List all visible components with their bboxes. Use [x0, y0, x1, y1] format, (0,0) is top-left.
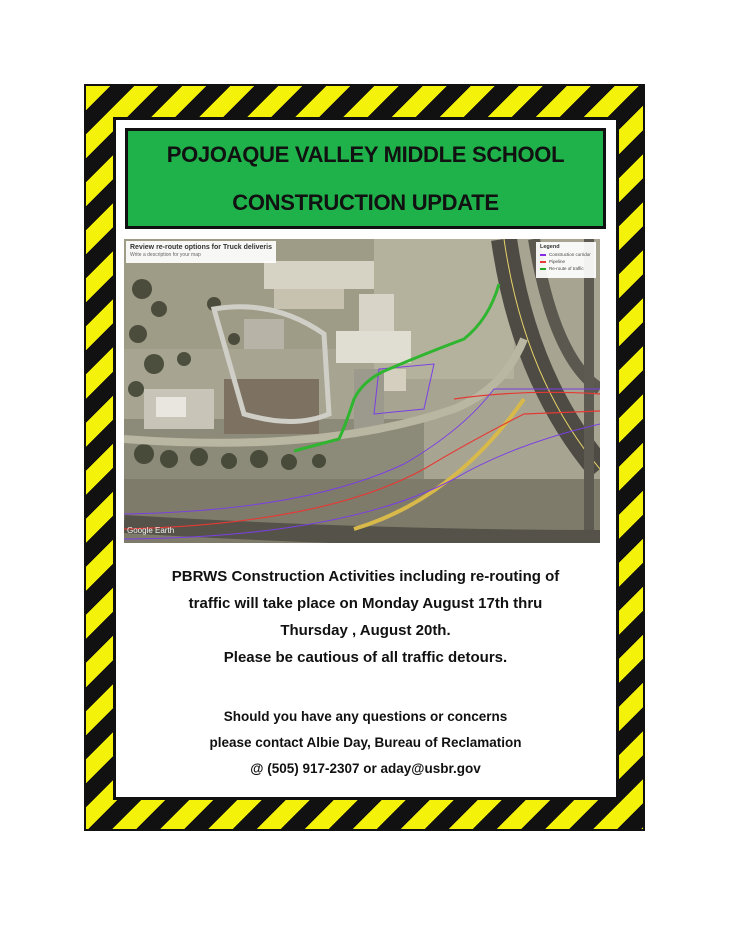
announcement-line-3: Thursday , August 20th. — [280, 622, 451, 639]
map-caption — [126, 241, 276, 263]
contact-block — [125, 704, 606, 782]
map-legend — [536, 242, 596, 278]
legend-label: Pipeline — [549, 259, 566, 264]
legend-swatch-purple-icon — [540, 254, 546, 256]
legend-item-reroute — [540, 265, 592, 272]
legend-item-pipeline — [540, 258, 592, 265]
site-map-image — [124, 239, 600, 543]
legend-label: Re-route of traffic — [549, 266, 584, 271]
announcement-line-4: Please be cautious of all traffic detours. — [223, 649, 508, 666]
map-caption-subtitle: Write a description for your map — [130, 252, 201, 258]
announcement-line-1: PBRWS Construction Activities including re-routing of — [171, 568, 560, 585]
title-banner — [125, 128, 606, 229]
announcement-block — [125, 563, 606, 671]
map-caption-title: Review re-route options for Truck deliveris — [130, 244, 272, 251]
contact-line-3: @ (505) 917-2307 or aday@usbr.gov — [250, 761, 481, 776]
contact-line-2: please contact Albie Day, Bureau of Reclamation — [209, 735, 522, 750]
aerial-map-graphic — [124, 239, 600, 543]
title-construction-update: CONSTRUCTION UPDATE — [232, 189, 499, 215]
legend-label: Construction corridor — [549, 252, 591, 257]
title-school-name: POJOAQUE VALLEY MIDDLE SCHOOL — [166, 141, 565, 167]
legend-title: Legend — [540, 244, 560, 250]
google-earth-logo: Google Earth — [127, 526, 175, 535]
legend-item-construction-corridor — [540, 251, 592, 258]
legend-swatch-green-icon — [540, 268, 546, 270]
legend-swatch-red-icon — [540, 261, 546, 263]
announcement-line-2: traffic will take place on Monday August 17th thru — [188, 595, 543, 612]
contact-line-1: Should you have any questions or concerns — [223, 709, 508, 724]
